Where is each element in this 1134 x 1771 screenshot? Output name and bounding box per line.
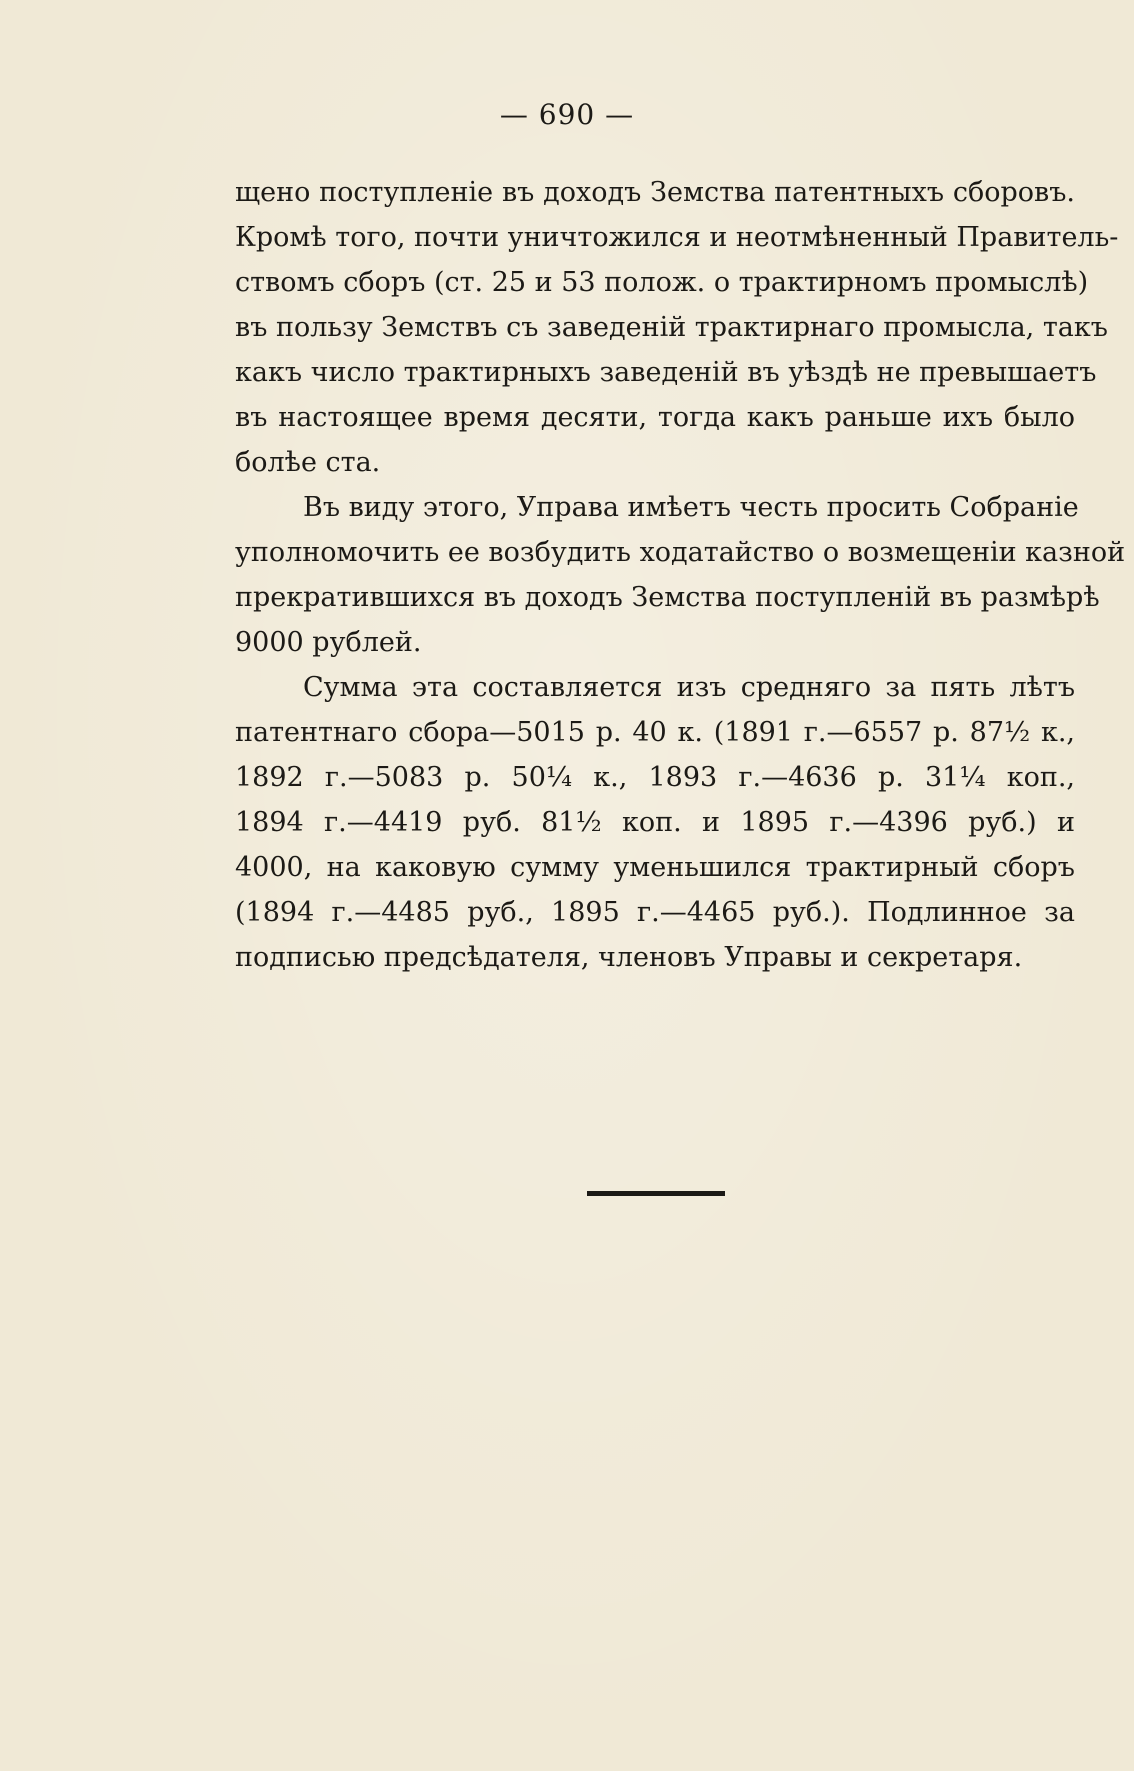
text-line: Въ виду этого, Управа имѣетъ честь просить Собраніе xyxy=(303,492,1079,523)
text-line: щено поступленіе въ доходъ Земства патентныхъ сборовъ. xyxy=(235,177,1075,208)
paragraph-1 xyxy=(235,170,1119,485)
text-line: какъ число трактирныхъ заведеній въ уѣздѣ не превышаетъ xyxy=(235,357,1097,388)
text-line: патентнаго сбора—5015 р. 40 к. (1891 г.—6557 р. 87½ к., xyxy=(235,717,1075,748)
text-line: уполномочить ее возбудить ходатайство о возмещеніи казной xyxy=(235,537,1126,568)
text-line: 4000, на каковую сумму уменьшился трактирный сборъ xyxy=(235,852,1075,883)
text-line: Сумма эта составляется изъ средняго за пять лѣтъ xyxy=(303,672,1075,703)
paragraph-3 xyxy=(235,665,1075,980)
page-number: — 690 — xyxy=(499,98,635,131)
body-text xyxy=(235,170,1126,980)
text-line: прекратившихся въ доходъ Земства поступленій въ размѣрѣ xyxy=(235,582,1100,613)
text-line: Кромѣ того, почти уничтожился и неотмѣненный Правитель- xyxy=(235,222,1119,253)
text-line: 9000 рублей. xyxy=(235,627,422,658)
text-line: (1894 г.—4485 руб., 1895 г.—4465 руб.). Подлинное за xyxy=(235,897,1075,928)
text-line: въ пользу Земствъ съ заведеній трактирнаго промысла, такъ xyxy=(235,312,1108,343)
text-line: подписью предсѣдателя, членовъ Управы и секретаря. xyxy=(235,942,1023,973)
section-divider xyxy=(587,1191,725,1196)
paragraph-2 xyxy=(235,485,1126,665)
text-line: въ настоящее время десяти, тогда какъ раньше ихъ было xyxy=(235,402,1075,433)
text-line: 1892 г.—5083 р. 50¼ к., 1893 г.—4636 р. 31¼ коп., xyxy=(235,762,1075,793)
text-line: 1894 г.—4419 руб. 81½ коп. и 1895 г.—4396 руб.) и xyxy=(235,807,1075,838)
text-line: ствомъ сборъ (ст. 25 и 53 полож. о трактирномъ промыслѣ) xyxy=(235,267,1089,298)
text-line: болѣе ста. xyxy=(235,447,381,478)
